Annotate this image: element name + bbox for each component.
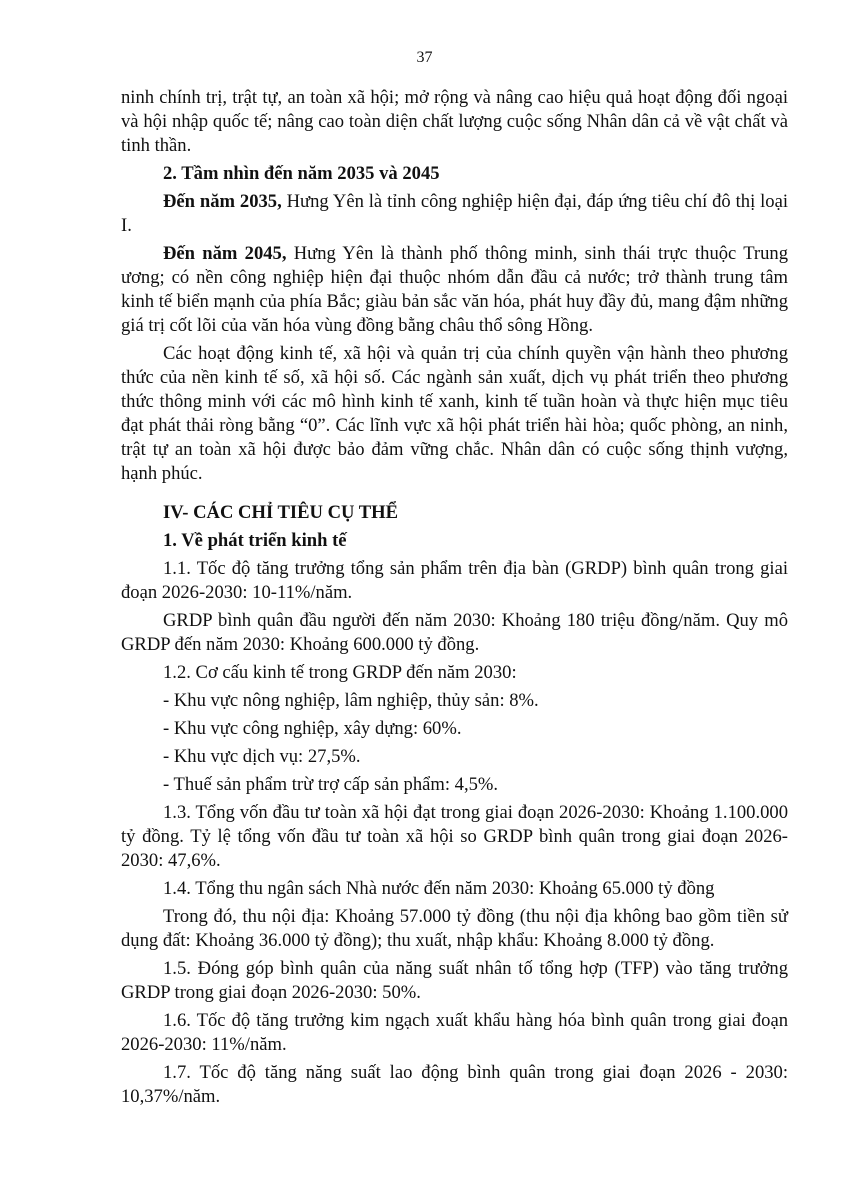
subheading-economic: 1. Về phát triển kinh tế <box>163 530 347 551</box>
target-structure-taxes: - Thuế sản phẩm trừ trợ cấp sản phẩm: 4,5%. <box>163 774 499 795</box>
lead-2045: Đến năm 2045, <box>163 243 287 264</box>
lead-2035: Đến năm 2035, <box>163 191 282 212</box>
target-1-5: 1.5. Đóng góp bình quân của năng suất nhân tố tổng hợp (TFP) vào tăng trưởng GRDP trong giai đoạn 2026-2030: 50%. <box>121 958 788 1003</box>
document-body <box>121 86 788 1109</box>
target-structure-agriculture: - Khu vực nông nghiệp, lâm nghiệp, thủy sản: 8%. <box>163 690 539 711</box>
target-1-2: 1.2. Cơ cấu kinh tế trong GRDP đến năm 2030: <box>163 662 517 683</box>
section-heading-targets: IV- CÁC CHỈ TIÊU CỤ THỂ <box>163 502 399 523</box>
target-revenue-breakdown: Trong đó, thu nội địa: Khoảng 57.000 tỷ đồng (thu nội địa không bao gồm tiền sử dụng đất: Khoảng 36.000 tỷ đồng); thu xuất, nhập khẩu: Khoảng 8.000 tỷ đồng. <box>121 906 788 951</box>
page-number: 37 <box>416 49 433 66</box>
target-1-3: 1.3. Tổng vốn đầu tư toàn xã hội đạt trong giai đoạn 2026-2030: Khoảng 1.100.000 tỷ đồng. Tỷ lệ tổng vốn đầu tư toàn xã hội so GRDP bình quân trong giai đoạn 2026-2030: 47,6%. <box>121 802 788 871</box>
target-1-7: 1.7. Tốc độ tăng năng suất lao động bình quân trong giai đoạn 2026 - 2030: 10,37%/năm. <box>121 1062 788 1107</box>
paragraph-2035: Đến năm 2035, Hưng Yên là tỉnh công nghiệp hiện đại, đáp ứng tiêu chí đô thị loại I. <box>121 191 788 236</box>
target-1-4: 1.4. Tổng thu ngân sách Nhà nước đến năm 2030: Khoảng 65.000 tỷ đồng <box>163 878 715 899</box>
paragraph-continuation: ninh chính trị, trật tự, an toàn xã hội; mở rộng và nâng cao hiệu quả hoạt động đối ngoại và hội nhập quốc tế; nâng cao toàn diện chất lượng cuộc sống Nhân dân cả về vật chất và tinh thần. <box>121 87 788 156</box>
target-structure-industry: - Khu vực công nghiệp, xây dựng: 60%. <box>163 718 462 739</box>
target-grdp-per-capita: GRDP bình quân đầu người đến năm 2030: Khoảng 180 triệu đồng/năm. Quy mô GRDP đến năm 2030: Khoảng 600.000 tỷ đồng. <box>121 610 788 655</box>
target-1-1: 1.1. Tốc độ tăng trưởng tổng sản phẩm trên địa bàn (GRDP) bình quân trong giai đoạn 2026-2030: 10-11%/năm. <box>121 558 788 603</box>
target-structure-services: - Khu vực dịch vụ: 27,5%. <box>163 746 361 767</box>
paragraph-2045: Đến năm 2045, Hưng Yên là thành phố thông minh, sinh thái trực thuộc Trung ương; có nền công nghiệp hiện đại thuộc nhóm dẫn đầu cả nước; trở thành trung tâm kinh tế biển mạnh của phía Bắc; giàu bản sắc văn hóa, phát huy đầy đủ, mang đậm những giá trị cốt lõi của văn hóa vùng đồng bằng châu thổ sông Hồng. <box>121 243 788 336</box>
paragraph-activities: Các hoạt động kinh tế, xã hội và quản trị của chính quyền vận hành theo phương thức của nền kinh tế số, xã hội số. Các ngành sản xuất, dịch vụ phát triển theo phương thức thông minh với các mô hình kinh tế xanh, kinh tế tuần hoàn và thực hiện mục tiêu đạt phát thải ròng bằng “0”. Các lĩnh vực xã hội phát triển hài hòa; quốc phòng, an ninh, trật tự an toàn xã hội được bảo đảm vững chắc. Nhân dân có cuộc sống thịnh vượng, hạnh phúc. <box>121 343 788 484</box>
section-heading-vision: 2. Tầm nhìn đến năm 2035 và 2045 <box>163 163 440 184</box>
target-1-6: 1.6. Tốc độ tăng trưởng kim ngạch xuất khẩu hàng hóa bình quân trong giai đoạn 2026-2030: 11%/năm. <box>121 1010 788 1055</box>
